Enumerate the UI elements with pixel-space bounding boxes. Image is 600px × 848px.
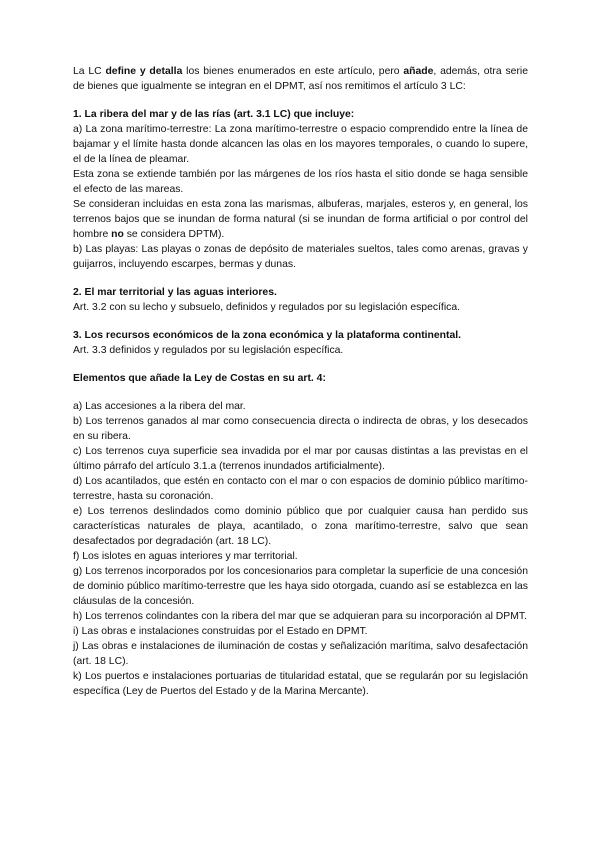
section1-paragraph-d: b) Las playas: Las playas o zonas de depósito de materiales sueltos, tales como arenas, gravas y guijarros, incluyendo escarpes, bermas y dunas. — [73, 244, 528, 270]
list-item: e) Los terrenos deslindados como dominio público que por cualquier causa han perdido sus características naturales de playa, acantilado, o zona marítimo-terrestre, salvo que sean desafectados por degradación (art. 18 LC). — [73, 506, 528, 547]
list-item: b) Los terrenos ganados al mar como consecuencia directa o indirecta de obras, y los desecados en su ribera. — [73, 416, 528, 442]
section3-text: Art. 3.3 definidos y regulados por su legislación específica. — [73, 345, 344, 356]
list-item: g) Los terrenos incorporados por los concesionarios para completar la superficie de una concesión de dominio público marítimo-terrestre que les haya sido otorgada, cuando así se establezca en las cláusulas de la concesión. — [73, 566, 528, 607]
list-item: d) Los acantilados, que estén en contacto con el mar o con espacios de dominio público marítimo- terrestre, hasta su coronación. — [73, 476, 528, 502]
list-item: j) Las obras e instalaciones de iluminación de costas y señalización marítima, salvo desafectación (art. 18 LC). — [73, 641, 528, 667]
section4-heading: Elementos que añade la Ley de Costas en su art. 4: — [73, 373, 326, 384]
intro-text-3: , además, otra serie de bienes que igualmente se integran en el DPMT, así nos remitimos el artículo 3 LC: — [73, 66, 528, 92]
list-item: h) Los terrenos colindantes con la ribera del mar que se adquieran para su incorporación al DPMT. — [73, 611, 527, 622]
intro-bold-2: añade — [403, 66, 434, 77]
section1-c-bold: no — [111, 229, 124, 240]
intro-paragraph — [73, 64, 528, 94]
document-page — [73, 64, 528, 699]
section1-paragraph-a: a) La zona marítimo-terrestre: La zona marítimo-terrestre o espacio comprendido entre la línea de bajamar y el límite hasta donde alcancen las olas en los mayores temporales, o cuando lo supere, el de la línea de pleamar. — [73, 124, 528, 165]
intro-bold-1: define y detalla — [105, 66, 183, 77]
section1-c-text-1: Se consideran incluidas en esta zona las marismas, albuferas, marjales, esteros y, en general, los terrenos bajos que se inundan de forma natural (si se inundan de forma artificial o por control del hombre — [73, 199, 528, 240]
section1-c-text-2: se considera DPTM). — [123, 229, 225, 240]
list-item: i) Las obras e instalaciones construidas por el Estado en DPMT. — [73, 626, 368, 637]
section1-paragraph-c — [73, 197, 528, 242]
list-item: f) Los islotes en aguas interiores y mar territorial. — [73, 551, 298, 562]
list-item: k) Los puertos e instalaciones portuarias de titularidad estatal, que se regularán por su legislación específica (Ley de Puertos del Estado y de la Marina Mercante). — [73, 671, 528, 697]
list-item: c) Los terrenos cuya superficie sea invadida por el mar por causas distintas a las previstas en el último párrafo del artículo 3.1.a (terrenos inundados artificialmente). — [73, 446, 528, 472]
section1-heading: 1. La ribera del mar y de las rías (art. 3.1 LC) que incluye: — [73, 109, 355, 120]
list-item: a) Las accesiones a la ribera del mar. — [73, 401, 246, 412]
section2-text: Art. 3.2 con su lecho y subsuelo, definidos y regulados por su legislación específica. — [73, 302, 460, 313]
section2-heading: 2. El mar territorial y las aguas interiores. — [73, 287, 277, 298]
section1-paragraph-b: Esta zona se extiende también por las márgenes de los ríos hasta el sitio donde se haga sensible el efecto de las mareas. — [73, 169, 528, 195]
intro-text-2: los bienes enumerados en este artículo, pero — [182, 66, 404, 77]
section3-heading: 3. Los recursos económicos de la zona económica y la plataforma continental. — [73, 330, 462, 341]
intro-text-1: La LC — [73, 66, 106, 77]
